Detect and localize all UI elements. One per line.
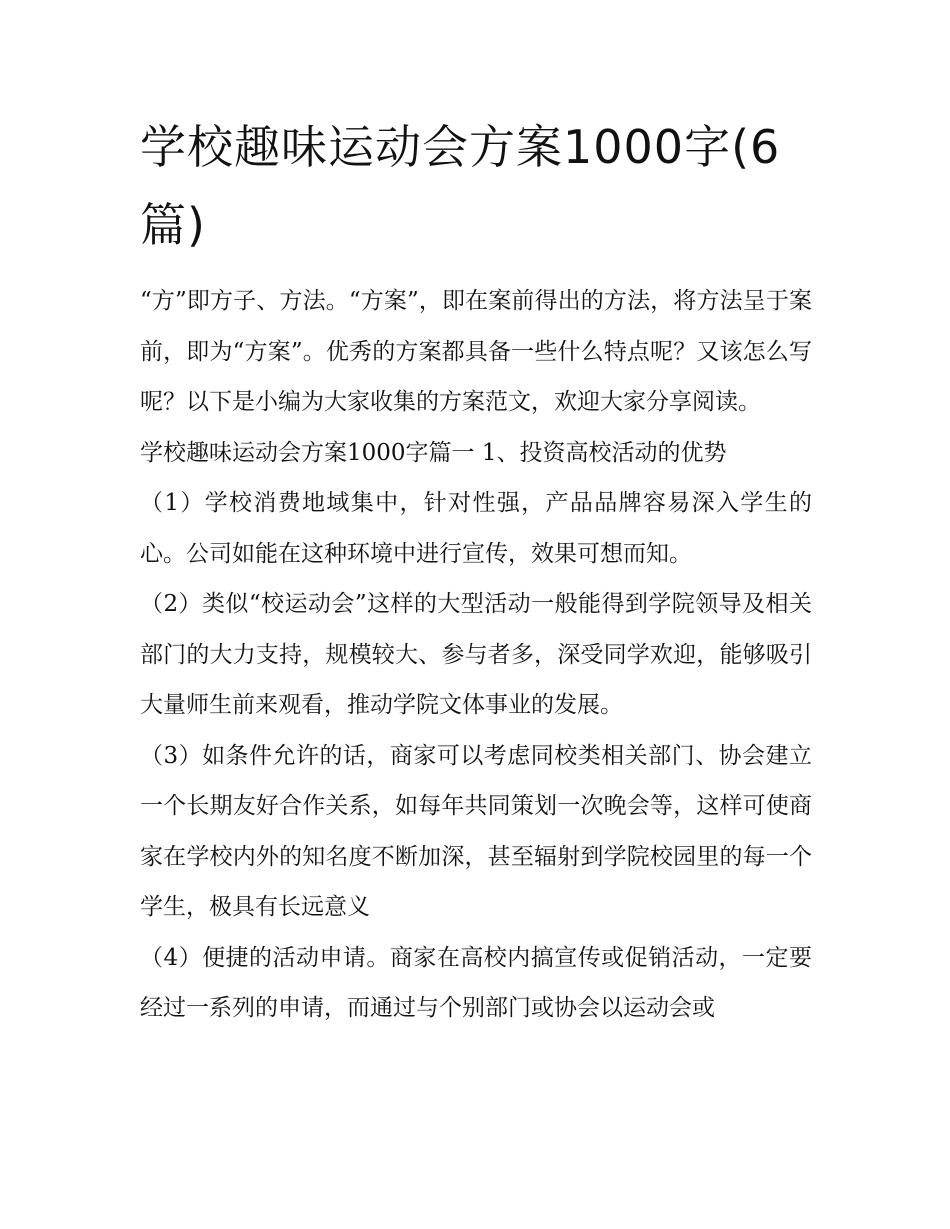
list-item-4: （4）便捷的活动申请。商家在高校内搞宣传或促销活动，一定要经过一系列的申请，而通过与个别部门或协会以运动会或 [140, 944, 812, 1021]
list-item-2: （2）类似“校运动会”这样的大型活动一般能得到学院领导及相关部门的大力支持，规模较大、参与者多，深受同学欢迎，能够吸引大量师生前来观看，推动学院文体事业的发展。 [140, 591, 812, 718]
list-item-3: （3）如条件允许的话，商家可以考虑同校类相关部门、协会建立一个长期友好合作关系，如每年共同策划一次晚会等，这样可使商家在学校内外的知名度不断加深，甚至辐射到学院校园里的每一个学生，极具有长远意义 [140, 742, 812, 920]
document-title: 学校趣味运动会方案1000字(6 篇) [140, 120, 781, 252]
list-item-1: （1）学校消费地域集中，针对性强，产品品牌容易深入学生的心。公司如能在这种环境中进行宣传，效果可想而知。 [140, 490, 812, 567]
document-page [140, 108, 812, 1034]
section-heading: 学校趣味运动会方案1000字篇一 1、投资高校活动的优势 [140, 439, 727, 466]
intro-paragraph: “方”即方子、方法。“方案”，即在案前得出的方法，将方法呈于案前，即为“方案”。优秀的方案都具备一些什么特点呢？又该怎么写呢？以下是小编为大家收集的方案范文，欢迎大家分享阅读。 [140, 288, 812, 415]
